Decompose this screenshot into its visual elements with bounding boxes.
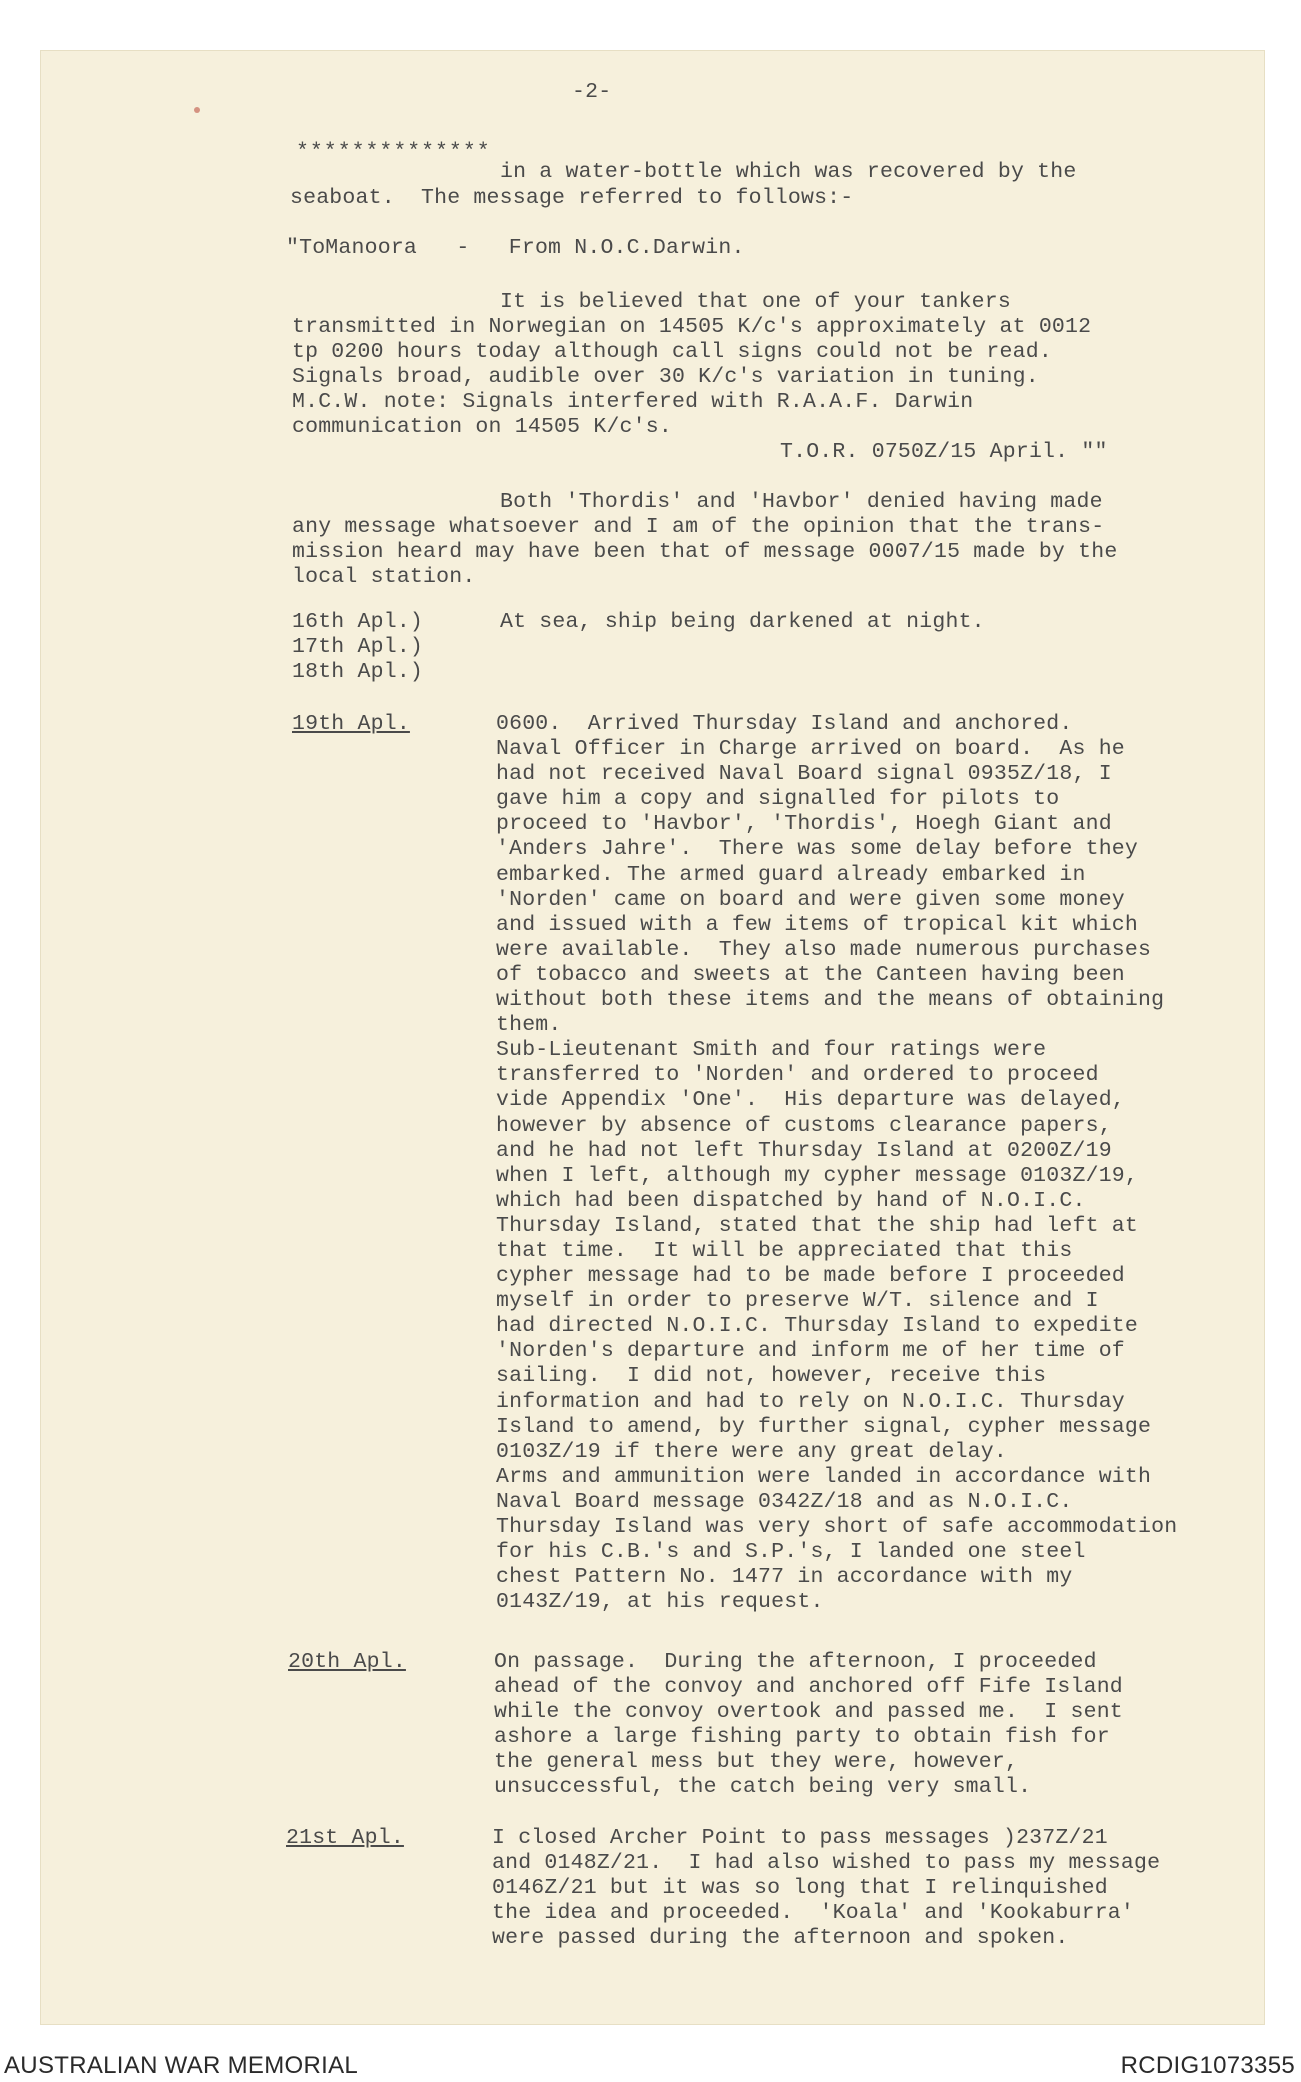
entry-line: had directed N.O.I.C. Thursday Island to expedite [496, 1314, 1139, 1339]
entry-line: that time. It will be appreciated that this [496, 1238, 1073, 1263]
message-line-4: Signals broad, audible over 30 K/c's variation in tuning. [292, 365, 1039, 389]
entry-line: when I left, although my cypher message 0103Z/19, [496, 1163, 1139, 1188]
entry-date: 21st Apl. [286, 1826, 404, 1850]
entry-line: gave him a copy and signalled for pilots to [496, 787, 1060, 812]
entry-date: 20th Apl. [288, 1650, 406, 1674]
entry-line: ahead of the convoy and anchored off Fife Island [494, 1675, 1123, 1700]
entry-line: and issued with a few items of tropical kit which [496, 912, 1139, 937]
footer-archive-name: AUSTRALIAN WAR MEMORIAL [4, 2052, 359, 2079]
entry-line: Island to amend, by further signal, cypher message [496, 1414, 1152, 1439]
entry-line: transferred to 'Norden' and ordered to proceed [496, 1063, 1099, 1088]
entry-line: embarked. The armed guard already embarked in [496, 862, 1086, 887]
entry-line: and 0148Z/21. I had also wished to pass my message [492, 1851, 1161, 1876]
entry-date: 19th Apl. [292, 712, 410, 736]
entry-line: Naval Board message 0342Z/18 and as N.O.I.C. [496, 1489, 1073, 1514]
entry-line: them. [496, 1013, 562, 1038]
entry-date: 17th Apl.) [292, 635, 424, 659]
entry-line: Naval Officer in Charge arrived on board. As he [496, 737, 1125, 762]
entry-line: the general mess but they were, however, [494, 1750, 1019, 1775]
message-header: "ToManoora - From N.O.C.Darwin. [286, 236, 745, 260]
entry-line: however by absence of customs clearance papers, [496, 1113, 1112, 1138]
message-line-6: communication on 14505 K/c's. [292, 415, 672, 439]
both-line-1: Both 'Thordis' and 'Havbor' denied having made [500, 490, 1103, 514]
entry-date: 16th Apl.) [292, 610, 424, 634]
entry-line: of tobacco and sweets at the Canteen having been [496, 962, 1125, 987]
entry-line: sailing. I did not, however, receive this [496, 1364, 1047, 1389]
intro-line-1: in a water-bottle which was recovered by the [500, 160, 1077, 184]
entry-line: without both these items and the means of obtaining [496, 988, 1165, 1013]
entry-line: unsuccessful, the catch being very small. [494, 1775, 1032, 1800]
message-line-3: tp 0200 hours today although call signs could not be read. [292, 340, 1052, 364]
ink-smudge [194, 107, 200, 113]
entry-20-text [494, 1650, 1123, 1801]
entry-line: were available. They also made numerous purchases [496, 937, 1152, 962]
entry-line: 0103Z/19 if there were any great delay. [496, 1439, 1007, 1464]
entry-line: 0146Z/21 but it was so long that I relinquished [492, 1876, 1108, 1901]
entry-line: 'Norden' came on board and were given some money [496, 887, 1125, 912]
entry-line: and he had not left Thursday Island at 0200Z/19 [496, 1138, 1112, 1163]
entry-line: vide Appendix 'One'. His departure was delayed, [496, 1088, 1125, 1113]
both-line-2: any message whatsoever and I am of the opinion that the trans- [292, 515, 1105, 539]
message-line-2: transmitted in Norwegian on 14505 K/c's approximately at 0012 [292, 315, 1092, 339]
entry-line: for his C.B.'s and S.P.'s, I landed one steel [496, 1540, 1086, 1565]
entry-line: myself in order to preserve W/T. silence and I [496, 1289, 1099, 1314]
entry-date: 18th Apl.) [292, 660, 424, 684]
entry-line: 0600. Arrived Thursday Island and anchored. [496, 712, 1073, 736]
footer-record-id: RCDIG1073355 [1120, 2052, 1295, 2079]
entry-line: 'Norden's departure and inform me of her time of [496, 1339, 1125, 1364]
entry-line: At sea, ship being darkened at night. [500, 610, 985, 634]
entry-19-text [496, 712, 1177, 1615]
message-line-1: It is believed that one of your tankers [500, 290, 1011, 314]
entry-line: Thursday Island, stated that the ship had left at [496, 1213, 1139, 1238]
page-number: -2- [572, 80, 612, 104]
intro-line-2: seaboat. The message referred to follows:- [290, 186, 854, 210]
entry-line: which had been dispatched by hand of N.O.I.C. [496, 1188, 1086, 1213]
entry-line: chest Pattern No. 1477 in accordance with my [496, 1565, 1073, 1590]
entry-line: 'Anders Jahre'. There was some delay before they [496, 837, 1139, 862]
entry-21-text [492, 1826, 1160, 1951]
message-line-5: M.C.W. note: Signals interfered with R.A.A.F. Darwin [292, 390, 974, 414]
entry-line: while the convoy overtook and passed me. I sent [494, 1700, 1123, 1725]
both-line-4: local station. [292, 565, 476, 589]
entry-line: the idea and proceeded. 'Koala' and 'Kookaburra' [492, 1901, 1135, 1926]
entry-line: had not received Naval Board signal 0935Z/18, I [496, 762, 1112, 787]
entry-line: 0143Z/19, at his request. [496, 1590, 824, 1615]
separator-stars: ************** [296, 140, 491, 164]
entry-line: information and had to rely on N.O.I.C. Thursday [496, 1389, 1125, 1414]
entry-line: were passed during the afternoon and spoken. [492, 1926, 1069, 1951]
entry-line: I closed Archer Point to pass messages )237Z/21 [492, 1826, 1108, 1850]
both-line-3: mission heard may have been that of message 0007/15 made by the [292, 540, 1118, 564]
tor-line: T.O.R. 0750Z/15 April. "" [780, 440, 1108, 464]
entry-line: Arms and ammunition were landed in accordance with [496, 1464, 1152, 1489]
entry-line: cypher message had to be made before I proceeded [496, 1264, 1125, 1289]
entry-line: Sub-Lieutenant Smith and four ratings were [496, 1038, 1047, 1063]
entry-line: On passage. During the afternoon, I proceeded [494, 1650, 1097, 1674]
entry-line: Thursday Island was very short of safe accommodation [496, 1515, 1178, 1539]
entry-line: proceed to 'Havbor', 'Thordis', Hoegh Giant and [496, 812, 1112, 837]
entry-line: ashore a large fishing party to obtain fish for [494, 1725, 1110, 1750]
